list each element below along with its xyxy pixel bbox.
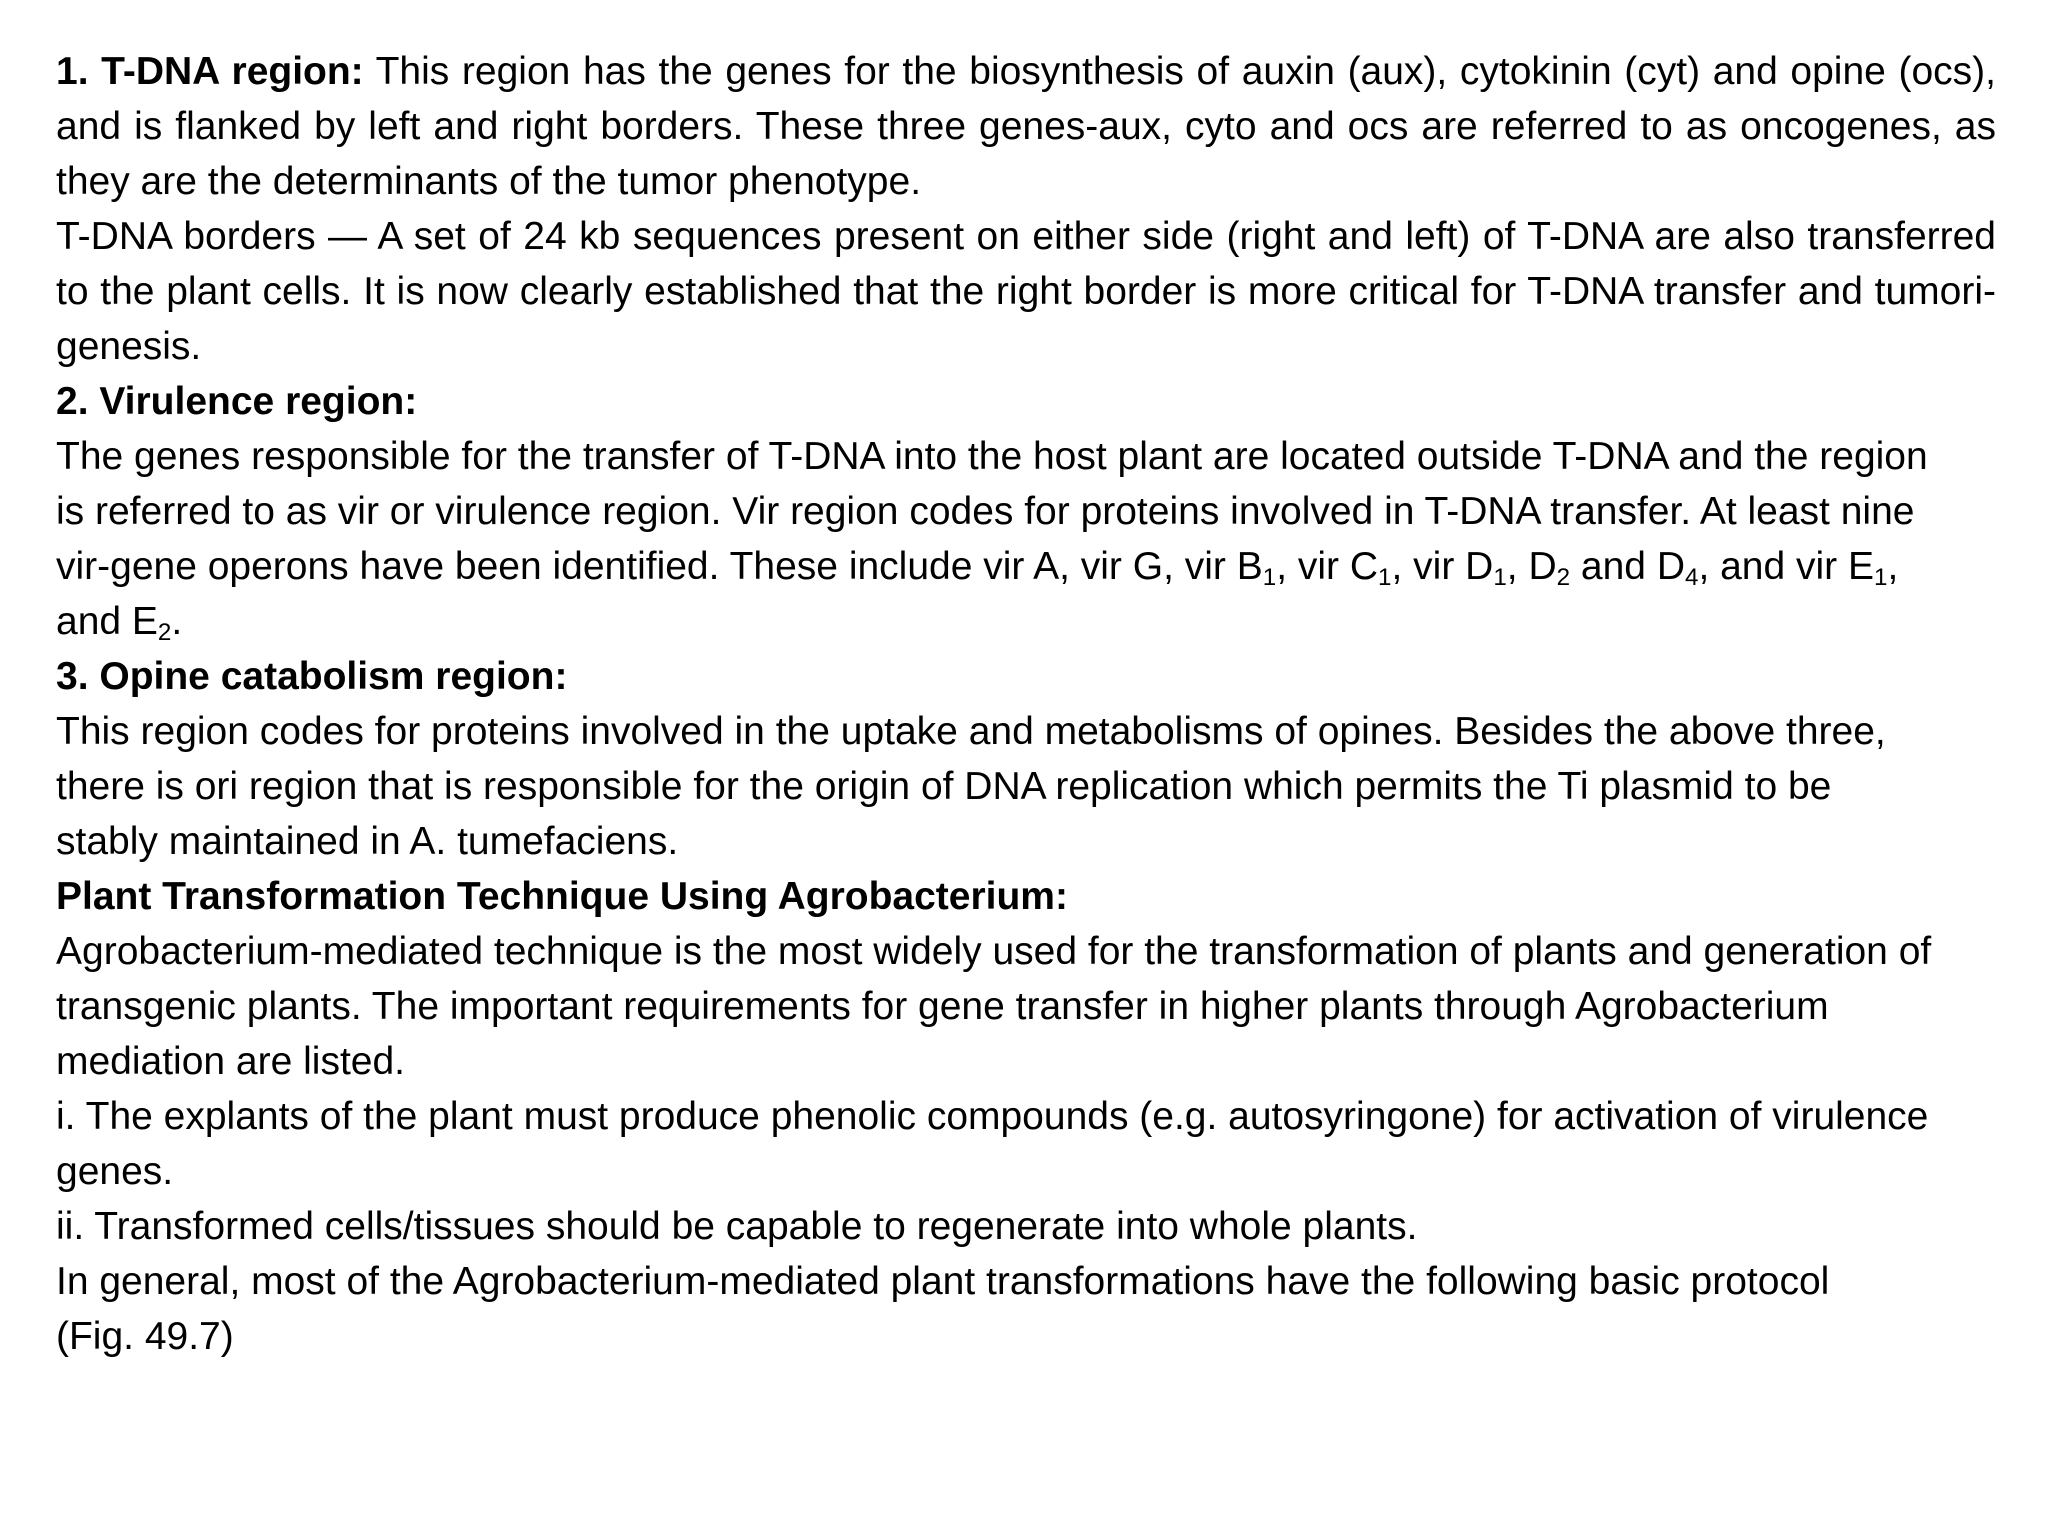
vir-c-label: , vir C [1276, 545, 1379, 588]
opine-region-paragraph: This region codes for proteins involved in the uptake and metabolisms of opines. Besides the above three, there is ori region that is responsible for the origin of DNA replication which permits the Ti plasmid to be stably maintained in A. tumefaciens. [56, 710, 1886, 863]
slide-text-body [56, 44, 1996, 1364]
vir-list-end: . [171, 600, 183, 643]
requirement-item-i: i. The explants of the plant must produce phenolic compounds (e.g. autosyringone) for activation of virulence genes. [56, 1095, 1929, 1193]
vir-e2-subscript: 2 [157, 619, 172, 647]
technique-paragraph: Agrobacterium-mediated technique is the most widely used for the transformation of plants and generation of transgenic plants. The important requirements for gene transfer in higher plants through Agrobacterium mediation are listed. [56, 930, 1932, 1083]
virulence-region-text: The genes responsible for the transfer of T-DNA into the host plant are located outside T-DNA and the region is referred to as vir or virulence region. Vir region codes for proteins involved in T-DNA transfer. At least nine vir-gene operons have been identified. These include vir A, vir G, vir B [56, 435, 1928, 588]
vir-d2-label: , D [1506, 545, 1557, 588]
tdna-region-text: This region has the genes for the biosynthesis of auxin (aux), cytokinin (cyt) and opine (ocs), and is flanked by left and right borders. These three genes-aux, cyto and ocs are referred to as oncogenes, as they are the determinants of the tumor phenotype. [56, 50, 1996, 203]
vir-c-subscript: 1 [1378, 564, 1392, 592]
requirement-item-ii: ii. Transformed cells/tissues should be capable to regenerate into whole plants. [56, 1205, 1418, 1248]
vir-e2-label: , and E [56, 545, 1899, 643]
vir-d4-label: and D [1570, 545, 1685, 588]
tdna-borders-paragraph: T-DNA borders — A set of 24 kb sequences present on either side (right and left) of T-DNA are also transferred to the plant cells. It is now clearly established that the right border is more critical for T-DNA transfer and tumori-genesis. [56, 215, 1996, 368]
virulence-region-heading: 2. Virulence region: [56, 380, 418, 423]
tdna-region-paragraph [56, 44, 1996, 209]
vir-d1-subscript: 1 [1493, 564, 1507, 592]
virulence-region-paragraph [56, 429, 1956, 649]
vir-d-label: , vir D [1391, 545, 1494, 588]
vir-d4-subscript: 4 [1684, 564, 1699, 592]
vir-d2-subscript: 2 [1556, 564, 1571, 592]
vir-e1-subscript: 1 [1874, 564, 1888, 592]
opine-region-heading: 3. Opine catabolism region: [56, 655, 568, 698]
tdna-region-heading: 1. T-DNA region: [56, 50, 364, 93]
vir-e-label: , and vir E [1698, 545, 1875, 588]
vir-b-subscript: 1 [1262, 564, 1277, 592]
general-protocol-paragraph: In general, most of the Agrobacterium-mediated plant transformations have the following basic protocol (Fig. 49.7) [56, 1260, 1830, 1358]
technique-heading: Plant Transformation Technique Using Agrobacterium: [56, 875, 1068, 918]
